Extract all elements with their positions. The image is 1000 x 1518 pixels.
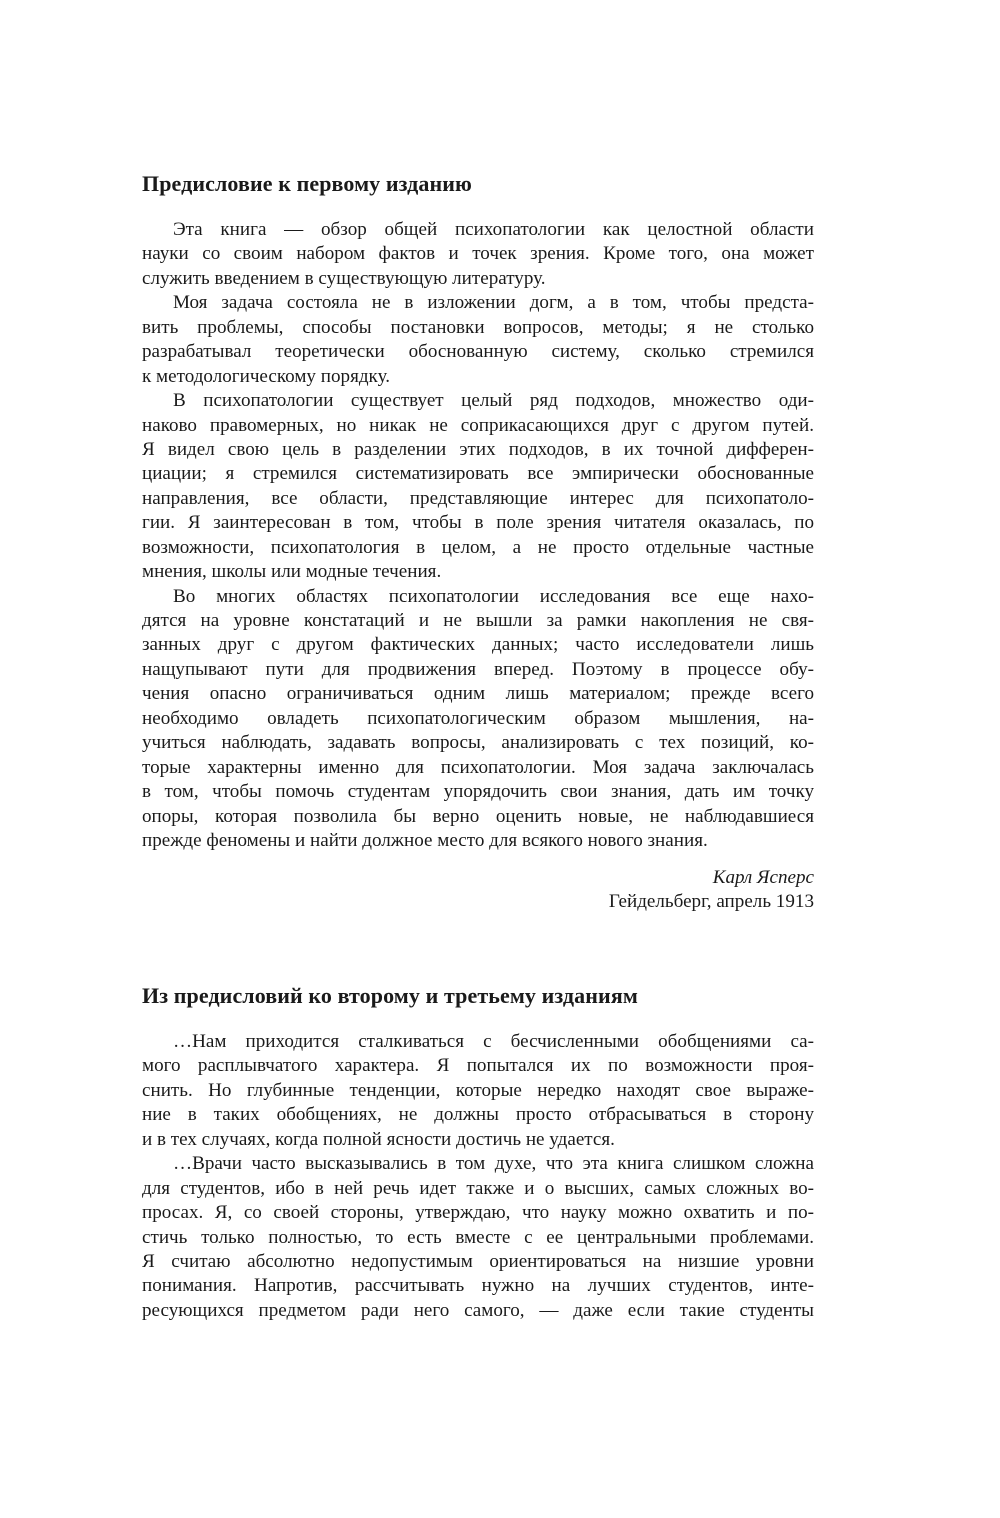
text-line: к методологическому порядку. — [142, 365, 390, 387]
text-line: разрабатывал теоретически обоснованную систему, сколько стремился — [142, 341, 814, 363]
text-line: необходимо овладеть психопатологическим образом мышления, на- — [142, 707, 814, 729]
text-line: мого расплывчатого характера. Я попытался их по возможности проя- — [142, 1055, 814, 1077]
text-line: Моя задача состояла не в изложении догм, а в том, чтобы предста- — [173, 292, 814, 314]
text-line: в том, чтобы помочь студентам упорядочить свои знания, дать им точку — [142, 781, 814, 803]
text-line: вить проблемы, способы постановки вопросов, методы; я не столько — [142, 316, 814, 338]
text-line: учиться наблюдать, задавать вопросы, анализировать с тех позиций, ко- — [142, 732, 814, 754]
text-line: и в тех случаях, когда полной ясности достичь не удается. — [142, 1128, 615, 1150]
text-line: наково правомерных, но никак не соприкасающихся друг с другом путей. — [142, 414, 814, 436]
text-line: нащупывают пути для продвижения вперед. Поэтому в процессе обу- — [142, 658, 814, 680]
text-line: В психопатологии существует целый ряд подходов, множество оди- — [173, 390, 814, 412]
text-line: опоры, которая позволила бы верно оценить новые, не наблюдавшиеся — [142, 805, 814, 827]
text-line: гии. Я заинтересован в том, чтобы в поле зрения читателя оказалась, по — [142, 512, 814, 534]
text-line: мнения, школы или модные течения. — [142, 561, 442, 583]
text-line: служить введением в существующую литературу. — [142, 267, 546, 289]
text-line: понимания. Напротив, рассчитывать нужно на лучших студентов, инте- — [142, 1275, 814, 1297]
text-line: чения опасно ограничиваться одним лишь материалом; прежде всего — [142, 683, 814, 705]
section-title-second-third-editions: Из предисловий ко второму и третьему изданиям — [142, 983, 638, 1008]
text-line: …Нам приходится сталкиваться с бесчисленными обобщениями са- — [173, 1031, 814, 1052]
text-line: Я считаю абсолютно недопустимым ориентироваться на низшие уровни — [142, 1250, 814, 1272]
text-line: направления, все области, представляющие интерес для психопатоло- — [142, 487, 814, 509]
section-body-second-third-editions — [142, 1030, 814, 1323]
text-line: занных друг с другом фактических данных; часто исследователи лишь — [142, 634, 814, 656]
signature-author: Карл Ясперс — [712, 867, 814, 888]
text-line: для студентов, ибо в ней речь идет также и о высших, самых сложных во- — [142, 1177, 814, 1199]
text-line: дятся на уровне констатаций и не вышли за рамки накопления не свя- — [142, 610, 814, 631]
section-body-first-edition — [142, 218, 814, 853]
text-line: стичь только полностью, то есть вместе с ее центральными проблемами. — [142, 1226, 814, 1248]
text-line: Эта книга — обзор общей психопатологии как целостной области — [173, 219, 814, 240]
text-line: торые характерны именно для психопатологии. Моя задача заключалась — [142, 756, 814, 778]
text-line: Я видел свою цель в разделении этих подходов, в их точной дифферен- — [142, 438, 814, 460]
text-line: просах. Я, со своей стороны, утверждаю, что науку можно охватить и по- — [142, 1202, 814, 1224]
text-line: возможности, психопатология в целом, а не просто отдельные частные — [142, 536, 814, 558]
text-line: ние в таких обобщениях, не должны просто отбрасываться в сторону — [142, 1104, 814, 1126]
text-line: циации; я стремился систематизировать все эмпирически обоснованные — [142, 463, 814, 485]
text-line: …Врачи часто высказывались в том духе, что эта книга слишком сложна — [173, 1153, 814, 1175]
text-line: снить. Но глубинные тенденции, которые нередко находят свое выраже- — [142, 1079, 814, 1101]
text-line: науки со своим набором фактов и точек зрения. Кроме того, она может — [142, 243, 814, 265]
text-line: Во многих областях психопатологии исследования все еще нахо- — [173, 585, 814, 607]
section-title-first-edition: Предисловие к первому изданию — [142, 171, 472, 196]
signature-place-date: Гейдельберг, апрель 1913 — [608, 891, 814, 912]
text-line: ресующихся предметом ради него самого, — даже если такие студенты — [142, 1299, 814, 1321]
text-line: прежде феномены и найти должное место для всякого нового знания. — [142, 829, 708, 851]
